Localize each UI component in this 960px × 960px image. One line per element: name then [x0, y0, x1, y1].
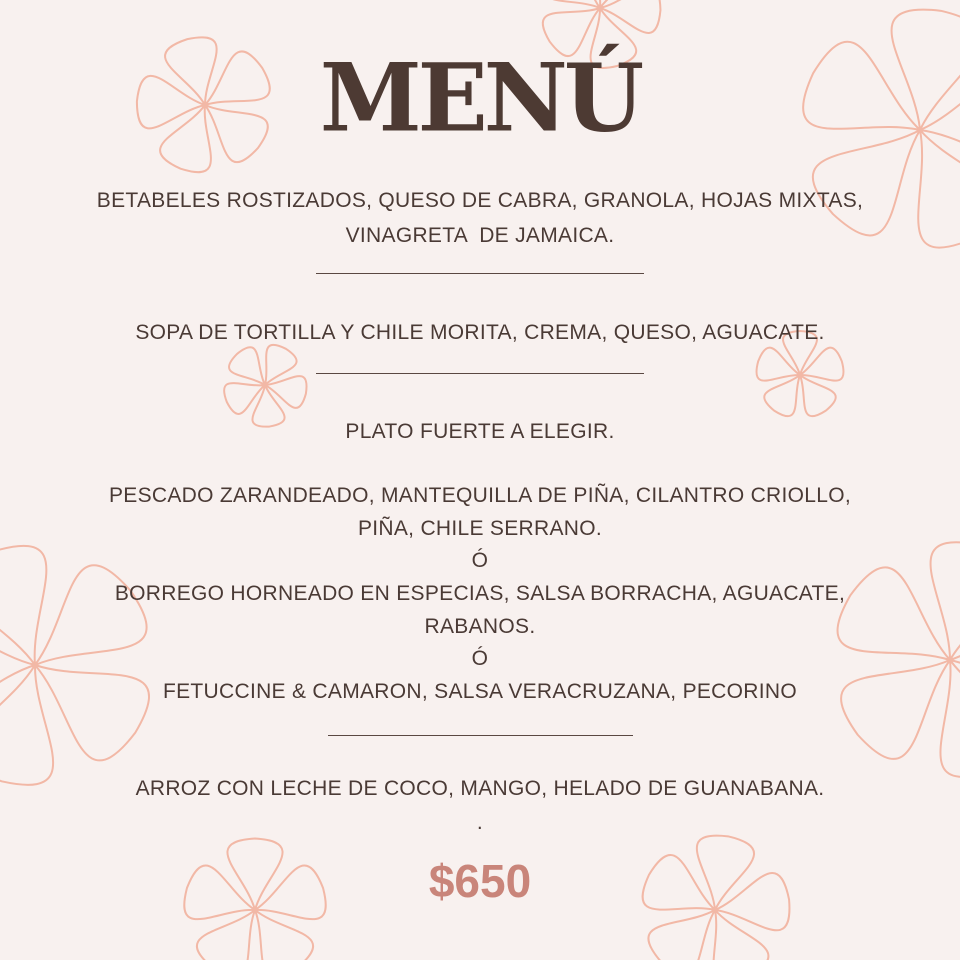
starter-line-2: VINAGRETA DE JAMAICA.: [345, 224, 615, 247]
starter-line-1: BETABELES ROSTIZADOS, QUESO DE CABRA, GRANOLA, HOJAS MIXTAS,: [96, 189, 864, 212]
main-option-1-line-1: PESCADO ZARANDEADO, MANTEQUILLA DE PIÑA, CILANTRO CRIOLLO,: [108, 484, 852, 507]
main-option-1-line-2: PIÑA, CHILE SERRANO.: [357, 517, 603, 540]
dessert-course: ARROZ CON LECHE DE COCO, MANGO, HELADO DE GUANABANA.: [135, 777, 825, 800]
dot-separator: .: [476, 811, 484, 834]
menu-title: MENÚ: [319, 42, 641, 154]
main-option-2-line-1: BORREGO HORNEADO EN ESPECIAS, SALSA BORRACHA, AGUACATE,: [114, 582, 846, 605]
divider: [316, 273, 644, 274]
divider: [316, 373, 644, 374]
main-course-heading: PLATO FUERTE A ELEGIR.: [345, 420, 615, 443]
divider: [328, 735, 633, 736]
price: $650: [428, 855, 532, 907]
or-separator: Ó: [471, 647, 489, 670]
soup-course: SOPA DE TORTILLA Y CHILE MORITA, CREMA, QUESO, AGUACATE.: [135, 321, 825, 344]
main-option-2-line-2: RABANOS.: [424, 615, 536, 638]
main-option-3: FETUCCINE & CAMARON, SALSA VERACRUZANA, PECORINO: [162, 680, 797, 703]
or-separator: Ó: [471, 549, 489, 572]
